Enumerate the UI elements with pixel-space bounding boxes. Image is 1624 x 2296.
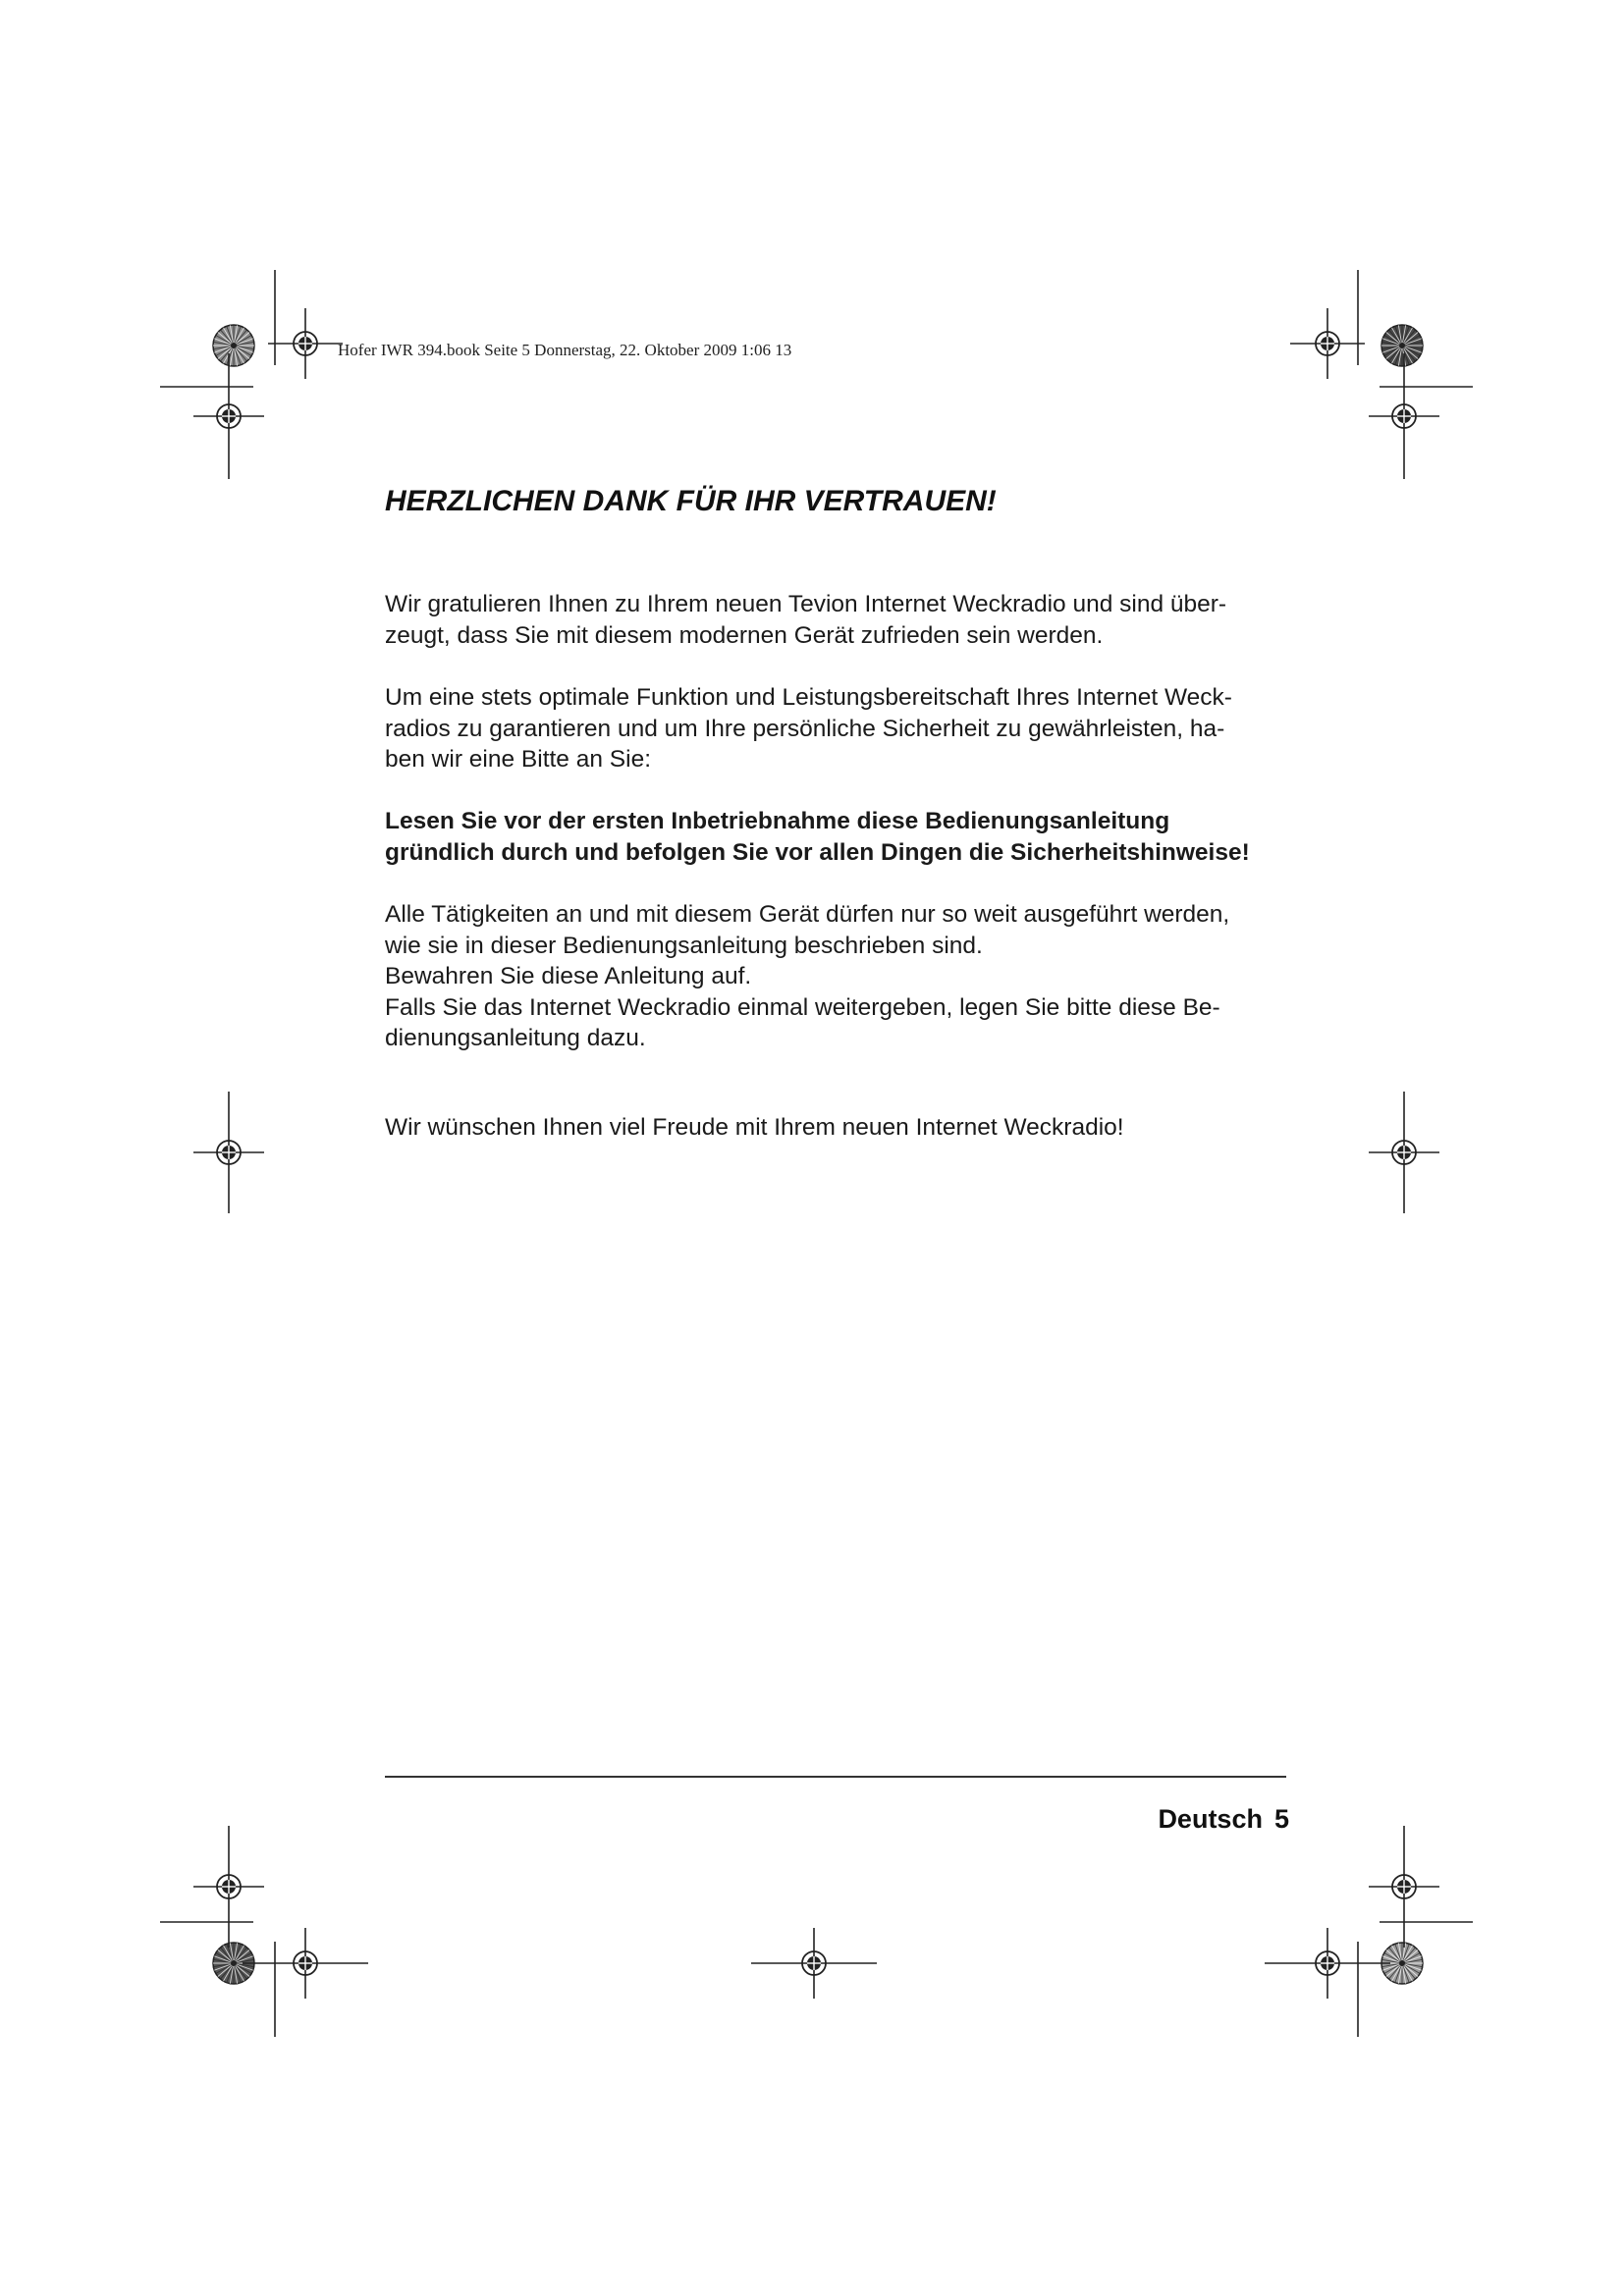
registration-mark-icon [1265, 1928, 1390, 1999]
registration-mark-icon [1369, 1092, 1439, 1213]
paragraph-line: Falls Sie das Internet Weckradio einmal weitergeben, legen Sie bitte diese Be- [385, 993, 1220, 1021]
color-wheel-icon [213, 325, 254, 366]
page-footer [1158, 1804, 1289, 1835]
registration-mark-icon [268, 308, 343, 379]
closing-line: Wir wünschen Ihnen viel Freude mit Ihrem neuen Internet Weckradio! [385, 1114, 1124, 1141]
paragraph-line: zeugt, dass Sie mit diesem modernen Gerät zufrieden sein werden. [385, 621, 1104, 649]
registration-mark-icon [193, 353, 264, 479]
footer-language: Deutsch [1158, 1804, 1263, 1834]
paragraph-intro [385, 589, 1318, 651]
page-title: HERZLICHEN DANK FÜR IHR VERTRAUEN! [385, 485, 997, 517]
registration-mark-icon [1369, 353, 1439, 479]
paragraph-instructions [385, 899, 1318, 1054]
paragraph-line: Bewahren Sie diese Anleitung auf. [385, 963, 752, 989]
registration-mark-icon [1290, 308, 1365, 379]
paragraph-line: Alle Tätigkeiten an und mit diesem Gerät dürfen nur so weit ausgeführt werden, [385, 901, 1230, 928]
registration-mark-icon [193, 1826, 264, 1948]
page-number: 5 [1273, 1804, 1289, 1834]
registration-mark-icon [193, 1092, 264, 1213]
registration-mark-icon [751, 1928, 877, 1999]
paragraph-line: Um eine stets optimale Funktion und Leistungsbereitschaft Ihres Internet Weck- [385, 684, 1232, 711]
paragraph-line: gründlich durch und befolgen Sie vor allen Dingen die Sicherheitshinweise! [385, 838, 1250, 866]
color-wheel-icon [1381, 325, 1423, 366]
paragraph-line: radios zu garantieren und um Ihre persönliche Sicherheit zu gewährleisten, ha- [385, 715, 1225, 742]
paragraph-line: dienungsanleitung dazu. [385, 1025, 646, 1051]
footer-rule [385, 1776, 1286, 1778]
paragraph-line: ben wir eine Bitte an Sie: [385, 746, 652, 773]
print-slug: Hofer IWR 394.book Seite 5 Donnerstag, 22. Oktober 2009 1:06 13 [338, 341, 792, 359]
registration-mark-icon [243, 1928, 368, 1999]
paragraph-line: Wir gratulieren Ihnen zu Ihrem neuen Tevion Internet Weckradio und sind über- [385, 591, 1227, 617]
paragraph-line: Lesen Sie vor der ersten Inbetriebnahme diese Bedienungsanleitung [385, 808, 1170, 834]
paragraph-request [385, 682, 1318, 775]
paragraph-line: wie sie in dieser Bedienungsanleitung beschrieben sind. [385, 932, 983, 959]
paragraph-safety-notice [385, 806, 1318, 868]
registration-mark-icon [1369, 1826, 1439, 1948]
